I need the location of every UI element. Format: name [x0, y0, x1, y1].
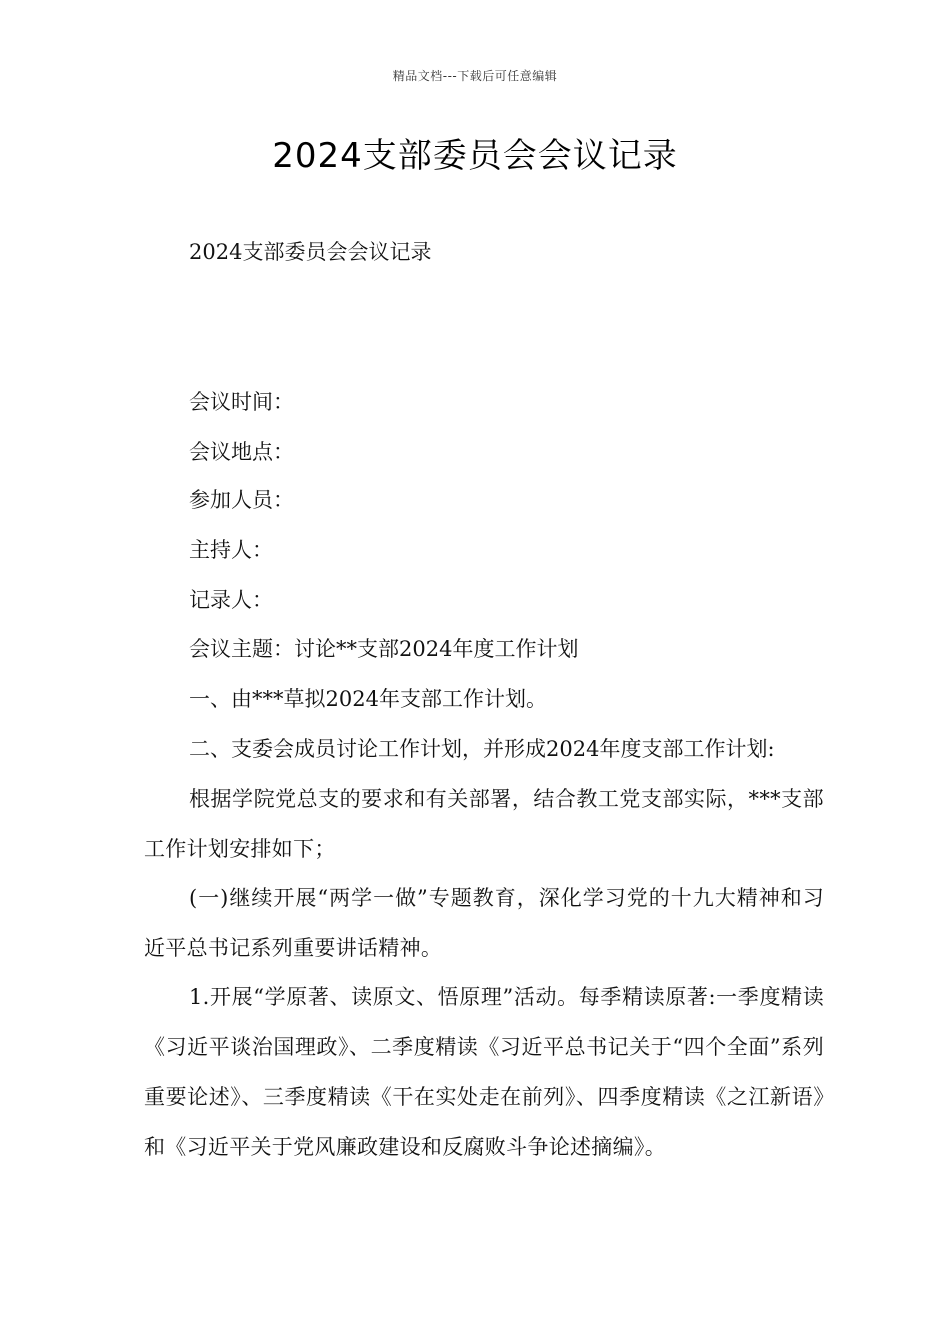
document-subtitle: 2024支部委员会会议记录	[189, 240, 432, 264]
meeting-place-field: 会议地点：	[189, 440, 294, 464]
agenda-item-2: 二、支委会成员讨论工作计划，并形成2024年度支部工作计划:	[189, 737, 775, 761]
header-note: 精品文档---下载后可任意编辑	[392, 69, 558, 83]
agenda-item-1: 一、由***草拟2024年支部工作计划。	[189, 687, 547, 711]
paragraph-plan-intro: 根据学院党总支的要求和有关部署，结合教工党支部实际，***支部工作计划安排如下；	[144, 787, 824, 861]
host-field: 主持人：	[189, 538, 273, 562]
paragraph-section-1: (一)继续开展“两学一做”专题教育，深化学习党的十九大精神和习近平总书记系列重要讲话精神。	[144, 886, 824, 960]
document-title: 2024支部委员会会议记录	[272, 136, 678, 176]
paragraph-reading-activity: 1.开展“学原著、读原文、悟原理”活动。每季精读原著:一季度精读《习近平谈治国理政》、二季度精读《习近平总书记关于“四个全面”系列重要论述》、三季度精读《干在实处走在前列》、四季度精读《之江新语》和《习近平关于党风廉政建设和反腐败斗争论述摘编》。	[144, 985, 824, 1159]
meeting-topic-field: 会议主题：讨论**支部2024年度工作计划	[189, 637, 579, 661]
recorder-field: 记录人：	[189, 588, 273, 612]
meeting-time-field: 会议时间：	[189, 390, 294, 414]
attendees-field: 参加人员：	[189, 488, 294, 512]
